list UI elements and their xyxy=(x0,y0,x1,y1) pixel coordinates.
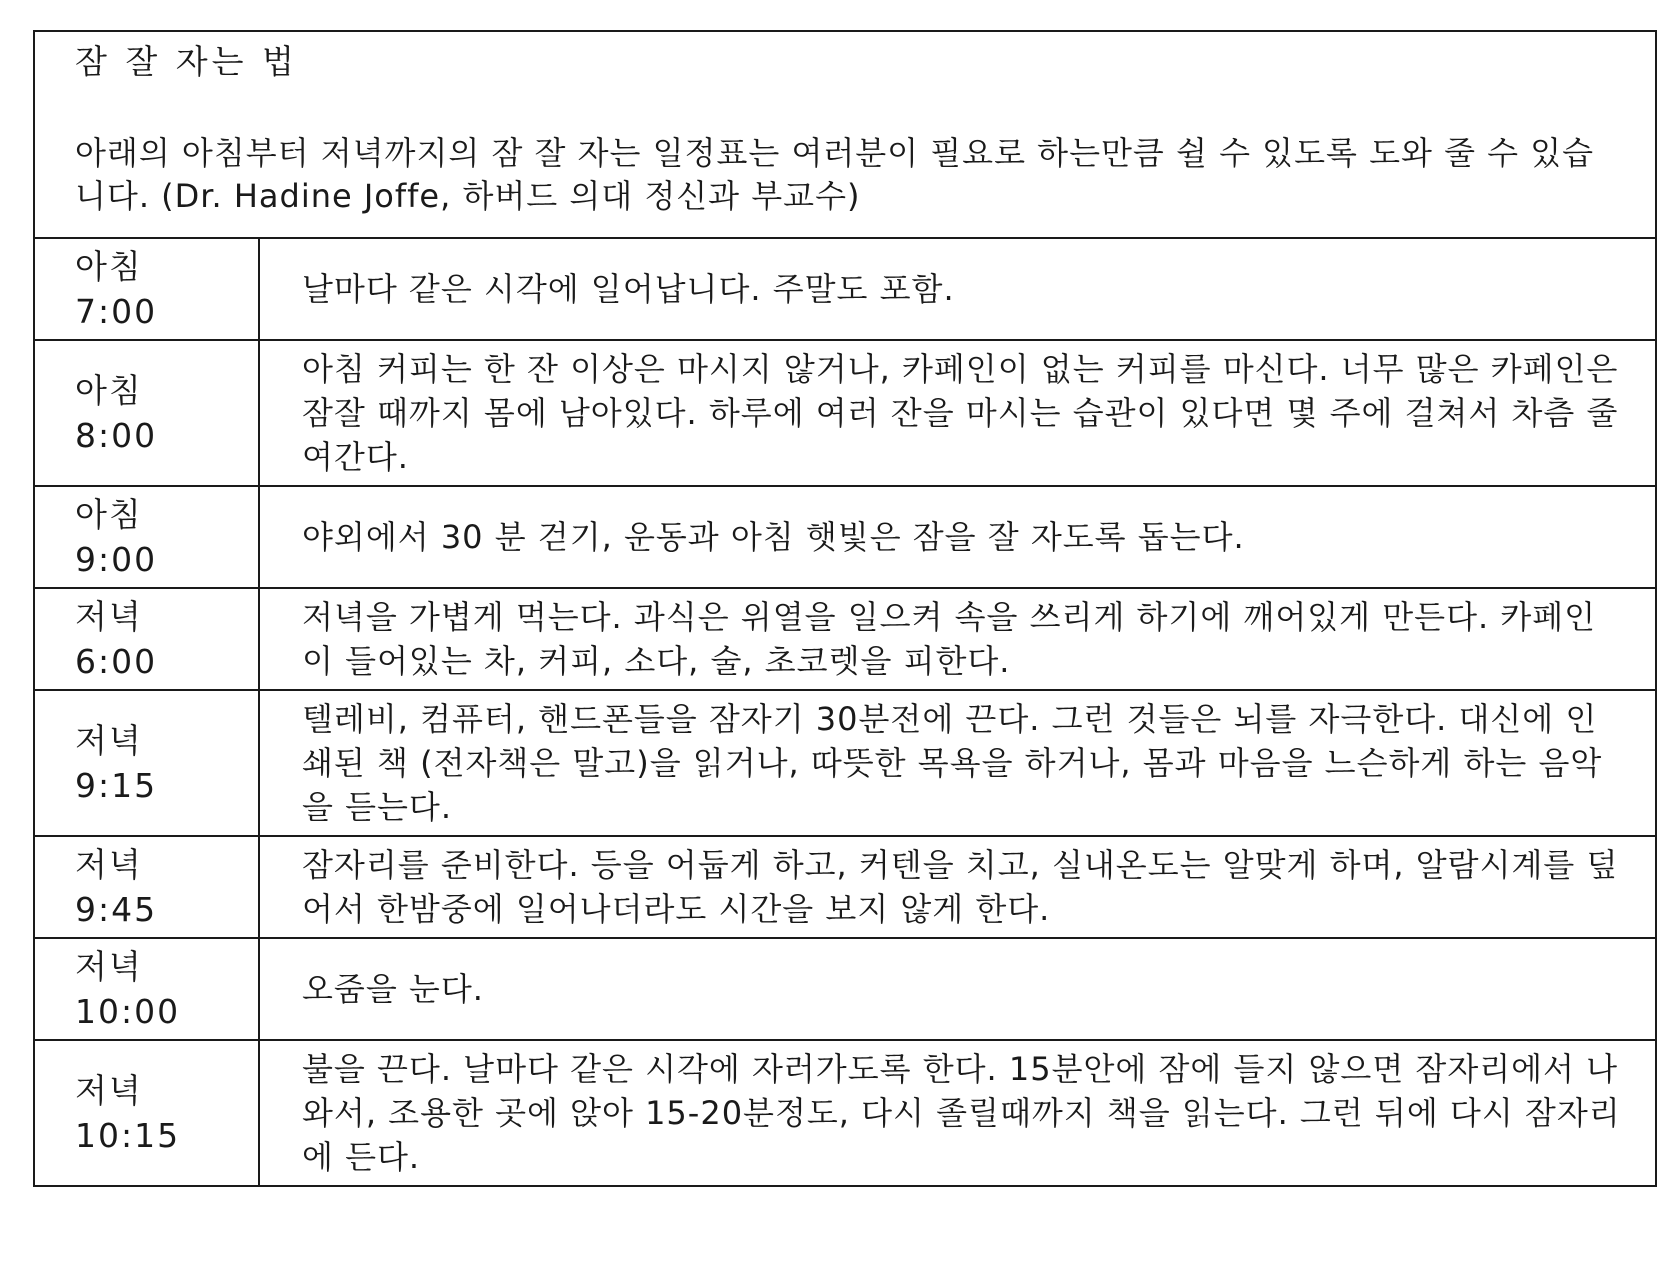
description-cell: 저녁을 가볍게 먹는다. 과식은 위열을 일으켜 속을 쓰리게 하기에 깨어있게 만든다. 카페인이 들어있는 차, 커피, 소다, 술, 초코렛을 피한다. xyxy=(259,588,1656,690)
time-period: 저녁 xyxy=(75,947,143,986)
description-cell: 아침 커피는 한 잔 이상은 마시지 않거나, 카페인이 없는 커피를 마신다. 너무 많은 카페인은 잠잘 때까지 몸에 남아있다. 하루에 여러 잔을 마시는 습관이 있다면 몇 주에 걸쳐서 차츰 줄여간다. xyxy=(259,340,1656,486)
schedule-row xyxy=(34,938,1656,1040)
time-value: 8:00 xyxy=(75,416,158,455)
schedule-row xyxy=(34,1040,1656,1186)
schedule-row xyxy=(34,238,1656,340)
time-period: 저녁 xyxy=(75,597,143,636)
time-value: 10:00 xyxy=(75,992,181,1031)
time-value: 10:15 xyxy=(75,1116,181,1155)
header-row xyxy=(34,31,1656,238)
time-cell xyxy=(34,690,259,836)
time-period: 저녁 xyxy=(75,845,143,884)
header-cell xyxy=(34,31,1656,238)
time-cell xyxy=(34,238,259,340)
document-intro: 아래의 아침부터 저녁까지의 잠 잘 자는 일정표는 여러분이 필요로 하는만큼 쉴 수 있도록 도와 줄 수 있습니다. (Dr. Hadine Joffe, 하버드 의대 정신과 부교수) xyxy=(75,134,1595,215)
time-period: 저녁 xyxy=(75,721,143,760)
schedule-row xyxy=(34,690,1656,836)
time-cell xyxy=(34,836,259,938)
description-cell: 잠자리를 준비한다. 등을 어둡게 하고, 커텐을 치고, 실내온도는 알맞게 하며, 알람시계를 덮어서 한밤중에 일어나더라도 시간을 보지 않게 한다. xyxy=(259,836,1656,938)
description-cell: 텔레비, 컴퓨터, 핸드폰들을 잠자기 30분전에 끈다. 그런 것들은 뇌를 자극한다. 대신에 인쇄된 책 (전자책은 말고)을 읽거나, 따뜻한 목욕을 하거나, 몸과 마음을 느슨하게 하는 음악을 듣는다. xyxy=(259,690,1656,836)
description-cell: 불을 끈다. 날마다 같은 시각에 자러가도록 한다. 15분안에 잠에 들지 않으면 잠자리에서 나와서, 조용한 곳에 앉아 15-20분정도, 다시 졸릴때까지 책을 읽는다. 그런 뒤에 다시 잠자리에 든다. xyxy=(259,1040,1656,1186)
time-value: 9:15 xyxy=(75,766,158,805)
time-value: 6:00 xyxy=(75,642,158,681)
time-period: 아침 xyxy=(75,371,143,410)
time-value: 9:45 xyxy=(75,890,158,929)
description-cell: 날마다 같은 시각에 일어납니다. 주말도 포함. xyxy=(259,238,1656,340)
time-cell xyxy=(34,938,259,1040)
schedule-row xyxy=(34,836,1656,938)
time-value: 9:00 xyxy=(75,540,158,579)
time-period: 저녁 xyxy=(75,1071,143,1110)
time-value: 7:00 xyxy=(75,292,158,331)
document-title: 잠 잘 자는 법 xyxy=(75,42,298,81)
schedule-row xyxy=(34,340,1656,486)
time-cell xyxy=(34,340,259,486)
time-cell xyxy=(34,588,259,690)
time-cell xyxy=(34,1040,259,1186)
description-cell: 야외에서 30 분 걷기, 운동과 아침 햇빛은 잠을 잘 자도록 돕는다. xyxy=(259,486,1656,588)
schedule-row xyxy=(34,588,1656,690)
sleep-schedule-table xyxy=(33,30,1657,1187)
time-period: 아침 xyxy=(75,247,143,286)
time-period: 아침 xyxy=(75,495,143,534)
schedule-row xyxy=(34,486,1656,588)
description-cell: 오줌을 눈다. xyxy=(259,938,1656,1040)
time-cell xyxy=(34,486,259,588)
